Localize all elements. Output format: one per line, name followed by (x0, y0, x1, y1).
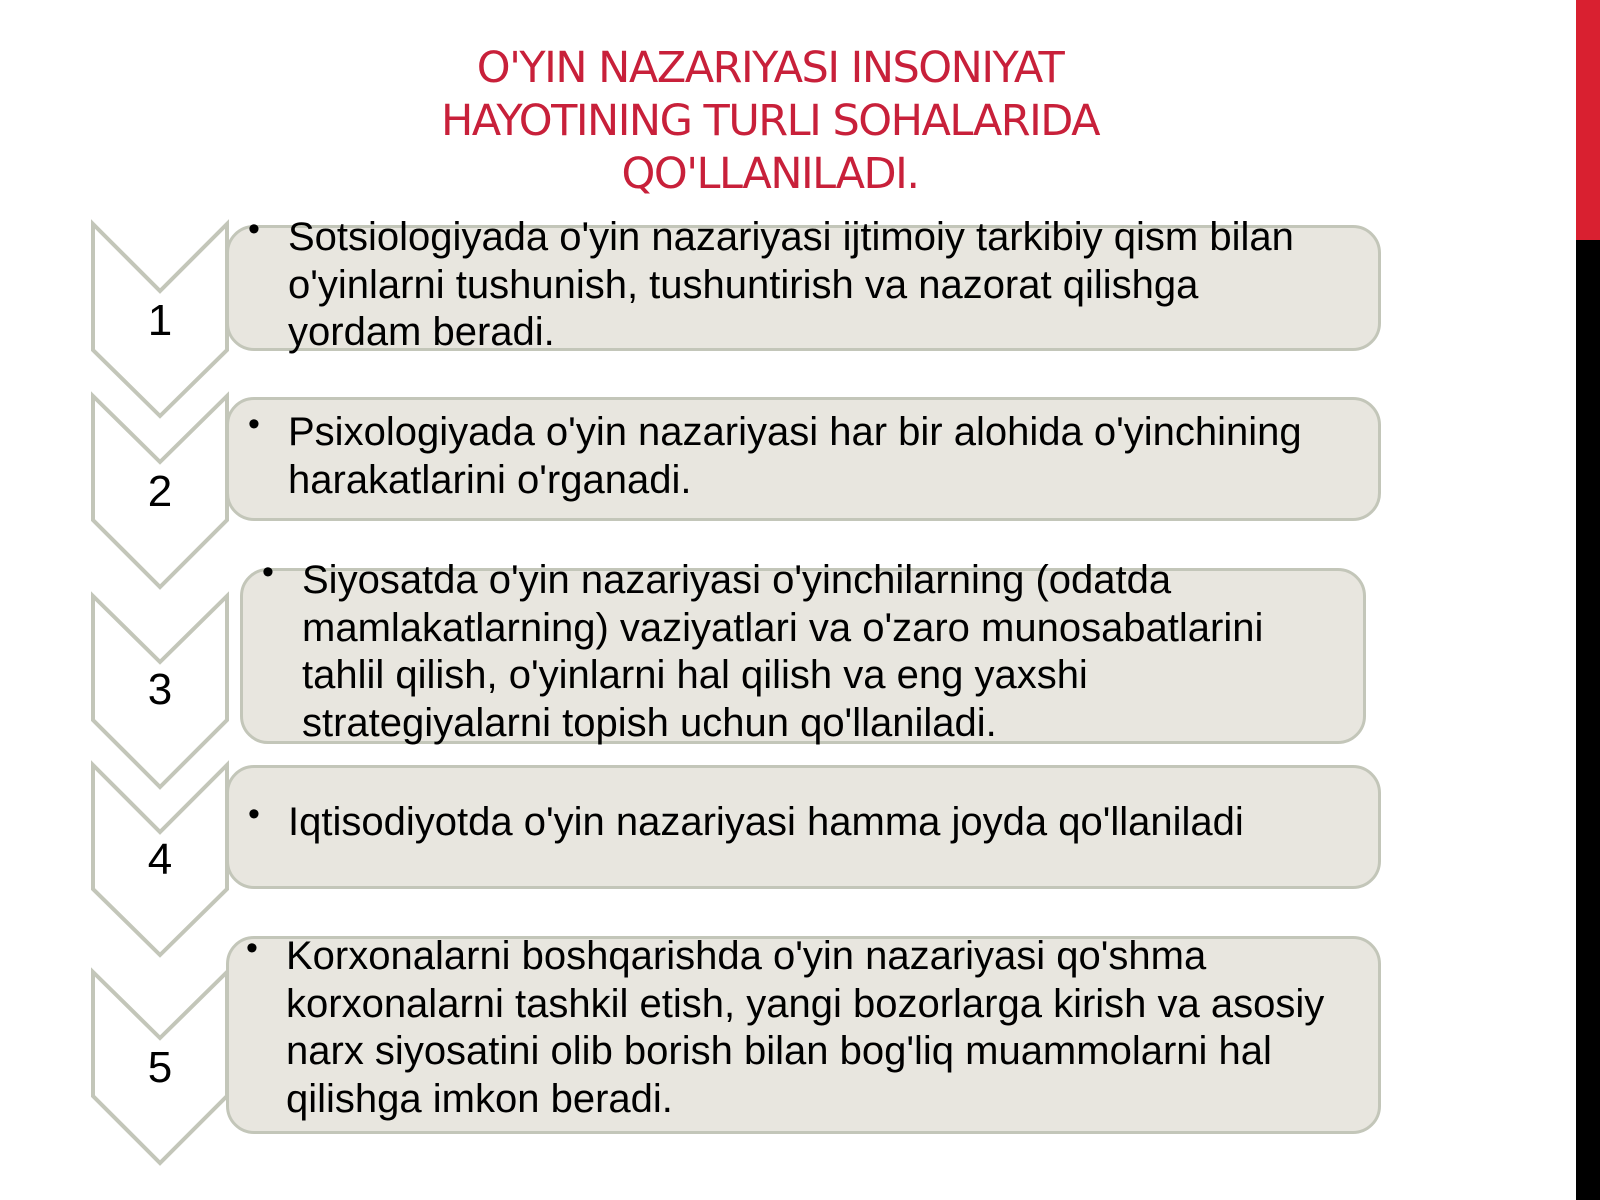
step-text-3 (262, 557, 1327, 747)
list-item: • Iqtisodiyotda o'yin nazariyasi hamma joyda qo'llaniladi (248, 799, 1368, 847)
step-text-5 (246, 933, 1336, 1123)
step-number-5: 5 (147, 1043, 173, 1092)
step-text-1 (248, 214, 1328, 357)
step-number-2: 2 (147, 467, 173, 516)
list-item: • Siyosatda o'yin nazariyasi o'yinchilarning (odatda mamlakatlarning) vaziyatlari va o'zaro munosabatlarini tahlil qilish, o'yinlarni hal qilish va eng yaxshi strategiyalarni topish uchun qo'llaniladi. (262, 557, 1327, 747)
title-line-2: HAYOTINING TURLI SOHALARIDA (440, 96, 1100, 146)
step-number-3: 3 (147, 665, 173, 714)
title-line-3: QO'LLANILADI. (621, 149, 919, 199)
step-text-4 (248, 799, 1368, 847)
list-item: • Psixologiyada o'yin nazariyasi har bir alohida o'yinchining harakatlarini o'rganadi. (248, 409, 1328, 504)
step-number-1: 1 (147, 296, 173, 345)
list-item: • Korxonalarni boshqarishda o'yin nazariyasi qo'shma korxonalarni tashkil etish, yangi bozorlarga kirish va asosiy narx siyosatini olib borish bilan bog'liq muammolarni hal qilishga imkon beradi. (246, 933, 1336, 1123)
step-number-4: 4 (147, 835, 173, 884)
list-item: • Sotsiologiyada o'yin nazariyasi ijtimoiy tarkibiy qism bilan o'yinlarni tushunish, tushuntirish va nazorat qilishga yordam beradi. (248, 214, 1328, 357)
step-text-2 (248, 409, 1328, 504)
title-line-1: O'YIN NAZARIYASI INSONIYAT (476, 43, 1064, 93)
